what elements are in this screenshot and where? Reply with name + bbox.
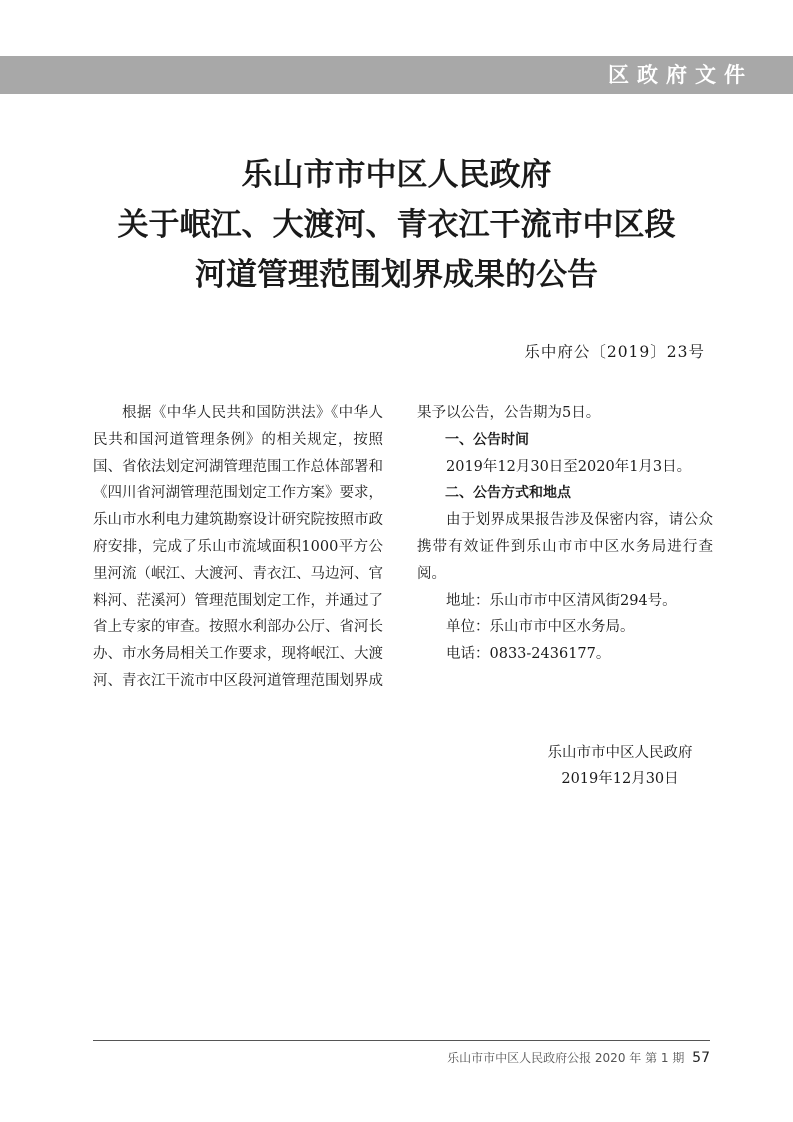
section-heading-time: 一、公告时间 <box>445 431 529 448</box>
page-number: 57 <box>692 1050 710 1066</box>
body-paragraph: 根据《中华人民共和国防洪法》《中华人民共和国河道管理条例》的相关规定，按照国、省依法划定河湖管理范围工作总体部署和《四川省河湖管理范围划定工作方案》要求，乐山市水利电力建筑勘察设计研究院按照市政府安排，完成了乐山市流域面积1000平方公里河流（岷江、大渡河、青衣江、马边河、官料河、茫溪河）管理范围划定工作，并通过了省上专家的审查。按照水利部办公厅、省河长办、市水务局相关工作要求，现将岷江、大渡河、青衣江干流市中区段河道管理范围划界成 <box>93 405 383 689</box>
header-band <box>0 56 793 94</box>
section-text-method: 由于划界成果报告涉及保密内容，请公众携带有效证件到乐山市市中区水务局进行查阅。 <box>417 512 713 582</box>
signature-org: 乐山市市中区人民政府 <box>547 745 693 761</box>
footer-publication: 乐山市市中区人民政府公报 2020 年 第 1 期 <box>447 1051 685 1065</box>
section-heading-method: 二、公告方式和地点 <box>445 485 571 502</box>
title-line-2: 关于岷江、大渡河、青衣江干流市中区段 <box>117 207 676 243</box>
body-column-left <box>93 400 383 695</box>
body-continuation: 果予以公告，公告期为5日。 <box>417 405 601 421</box>
document-title <box>0 150 793 300</box>
signature-date: 2019年12月30日 <box>561 771 679 787</box>
section-label: 区政府文件 <box>608 63 753 87</box>
signature-block <box>520 740 720 792</box>
section-text-time: 2019年12月30日至2020年1月3日。 <box>446 458 692 475</box>
title-line-3: 河道管理范围划界成果的公告 <box>195 257 598 293</box>
body-column-right <box>417 400 713 668</box>
title-line-1: 乐山市市中区人民政府 <box>241 157 552 193</box>
contact-address: 地址：乐山市市中区清风街294号。 <box>446 592 677 609</box>
footer-divider <box>93 1040 710 1041</box>
document-number: 乐中府公〔2019〕23号 <box>524 343 705 361</box>
contact-unit: 单位：乐山市市中区水务局。 <box>446 619 635 636</box>
contact-phone: 电话：0833-2436177。 <box>446 646 611 663</box>
page-footer <box>447 1049 710 1066</box>
